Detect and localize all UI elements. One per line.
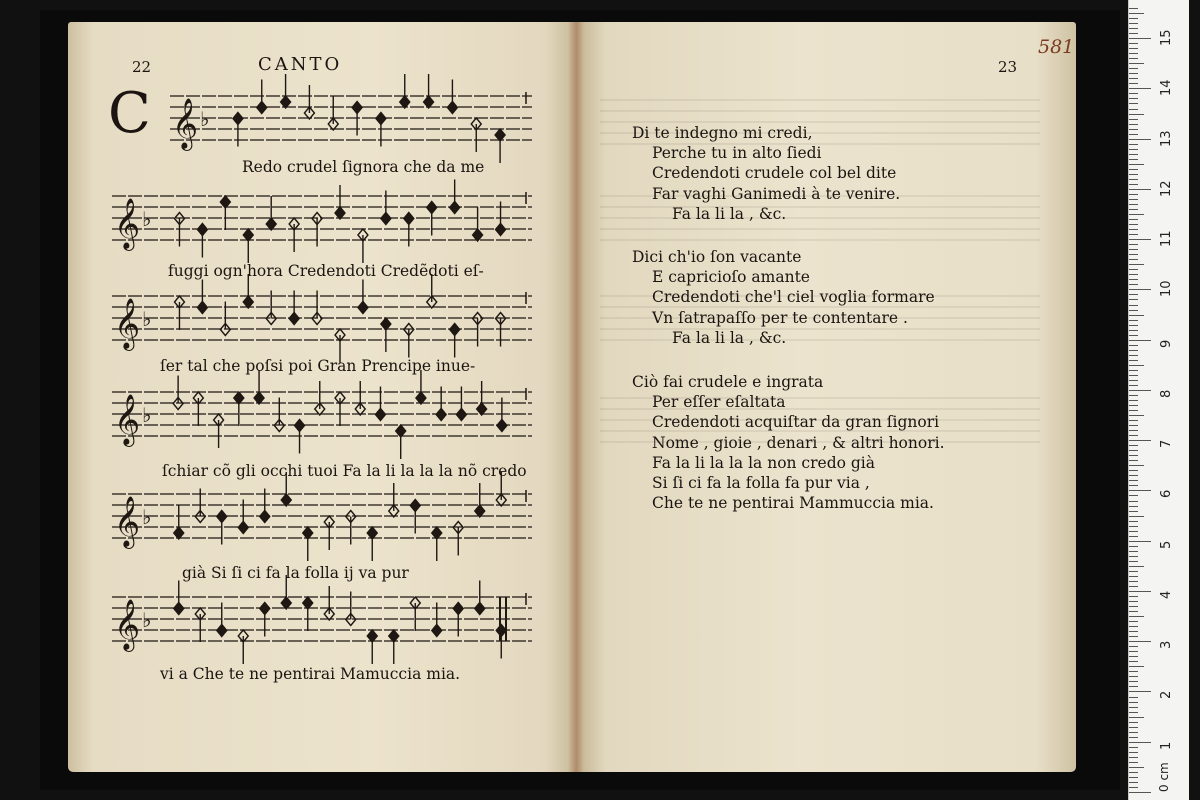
ruler-tick [1129, 340, 1151, 341]
ruler-tick [1129, 546, 1138, 547]
ruler-tick [1129, 410, 1138, 411]
ruler-tick [1129, 98, 1138, 99]
ruler-tick [1129, 224, 1138, 225]
ruler-tick [1129, 134, 1138, 135]
ruler-tick [1129, 204, 1138, 205]
ruler-tick [1129, 576, 1138, 577]
ruler-tick [1129, 365, 1144, 366]
verse-line: Nome , gioie , denari , & altri honori. [652, 433, 945, 452]
verse-line: Far vaghi Ganimedi à te venire. [652, 184, 901, 203]
verse-line: Che te ne pentirai Mammuccia mia. [652, 494, 934, 513]
ruler-tick [1129, 149, 1138, 150]
lyric-line-2: fuggi ogn'hora Credendoti Credẽdoti eſ- [168, 262, 484, 280]
ruler-tick [1129, 405, 1138, 406]
ruler-tick [1129, 686, 1138, 687]
ruler-tick [1129, 420, 1138, 421]
ruler-tick [1129, 164, 1144, 165]
manuscript-note: 581 [1038, 36, 1075, 58]
ruler-tick [1129, 541, 1151, 542]
treble-clef-icon: 𝄞 [114, 298, 141, 349]
verse-line: Si ſi ci fa la folla fa pur via , [652, 474, 870, 492]
lyric-line-6: vi a Che te ne pentirai Mamuccia mia. [160, 665, 461, 683]
verse-line: Dici ch'io ſon vacante [632, 248, 802, 266]
ruler-tick [1129, 124, 1138, 125]
ruler-tick [1129, 279, 1138, 280]
ruler-number: 2 [1159, 691, 1174, 700]
ruler-tick [1129, 616, 1144, 617]
decorative-initial: C [108, 81, 151, 146]
verse-line: Credendoti crudele col bel dite [652, 164, 897, 183]
ruler-tick [1129, 747, 1138, 748]
ruler-tick [1129, 355, 1138, 356]
verse-line: E capricioſo amante [652, 268, 810, 287]
ruler-tick [1129, 335, 1138, 336]
ruler-tick [1129, 561, 1138, 562]
ruler-tick [1129, 440, 1151, 441]
ruler-tick [1129, 641, 1151, 642]
ruler-tick [1129, 144, 1138, 145]
ruler-tick [1129, 792, 1151, 793]
ruler-tick [1129, 315, 1144, 316]
ruler-tick [1129, 244, 1138, 245]
ruler-tick [1129, 289, 1151, 290]
treble-clef-icon: 𝄞 [114, 496, 141, 547]
left-page-number: 22 [132, 58, 152, 76]
ruler-tick [1129, 325, 1138, 326]
ruler-tick [1129, 636, 1138, 637]
ruler-tick [1129, 154, 1138, 155]
ruler-tick [1129, 219, 1138, 220]
ruler-tick [1129, 651, 1138, 652]
ruler-tick [1129, 465, 1144, 466]
ruler-tick [1129, 385, 1138, 386]
ruler-number: 12 [1159, 180, 1174, 197]
verse-line: Perche tu in alto ſiedi [652, 144, 822, 163]
ruler-tick [1129, 661, 1138, 662]
ruler-tick [1129, 58, 1138, 59]
ruler-tick [1129, 415, 1144, 416]
ruler-tick [1129, 566, 1144, 567]
ruler-tick [1129, 506, 1138, 507]
left-page-heading: CANTO [258, 54, 343, 75]
ruler-tick [1129, 611, 1138, 612]
ruler-tick [1129, 189, 1151, 190]
ruler-tick [1129, 490, 1151, 491]
ruler-tick [1129, 732, 1138, 733]
ruler-tick [1129, 294, 1138, 295]
ruler-number: 5 [1159, 540, 1174, 549]
ruler-tick [1129, 83, 1138, 84]
ruler-tick [1129, 73, 1138, 74]
ruler-tick [1129, 33, 1138, 34]
ruler-tick [1129, 717, 1144, 718]
ruler-tick [1129, 777, 1138, 778]
ruler-tick [1129, 78, 1138, 79]
ruler-tick [1129, 596, 1138, 597]
verse-line: Credendoti acquiſtar da gran ſignori [652, 413, 940, 432]
ruler-tick [1129, 209, 1138, 210]
ruler-number: 10 [1159, 280, 1174, 298]
ruler-tick [1129, 88, 1151, 89]
lyric-line-4: ſchiar cõ gli occhi tuoi Fa la li la la la nõ credo [162, 462, 527, 480]
ruler-tick [1129, 370, 1138, 371]
ruler-tick [1129, 445, 1138, 446]
flat-sign-icon: ♭ [142, 505, 152, 529]
ruler-tick [1129, 455, 1138, 456]
ruler-number: 15 [1159, 29, 1174, 47]
ruler-tick [1129, 727, 1138, 728]
ruler-number: 9 [1159, 339, 1174, 348]
ruler-tick [1129, 450, 1138, 451]
ruler-tick [1129, 752, 1138, 753]
ruler-tick [1129, 310, 1138, 311]
ruler-tick [1129, 581, 1138, 582]
verse-line: Fa la li la la la non credo già [652, 453, 876, 472]
ruler-tick [1129, 264, 1144, 265]
treble-clef-icon: 𝄞 [172, 98, 199, 149]
ruler-tick [1129, 199, 1138, 200]
ruler-tick [1129, 43, 1138, 44]
verse-line: Ciò fai crudele e ingrata [632, 373, 824, 391]
ruler-tick [1129, 767, 1144, 768]
ruler-tick [1129, 646, 1138, 647]
ruler-tick [1129, 516, 1144, 517]
ruler-unit-label: 0 cm [1157, 762, 1171, 792]
ruler-tick [1129, 8, 1138, 9]
ruler-tick [1129, 526, 1138, 527]
ruler-tick [1129, 48, 1138, 49]
ruler-number: 14 [1159, 79, 1174, 97]
ruler-tick [1129, 284, 1138, 285]
ruler-tick [1129, 707, 1138, 708]
ruler-tick [1129, 772, 1138, 773]
lyric-line-3: ſer tal che poſsi poi Gran Prencipe inue- [160, 357, 476, 375]
ruler-tick [1129, 234, 1138, 235]
ruler-tick [1129, 591, 1151, 592]
ruler-tick [1129, 757, 1138, 758]
ruler-tick [1129, 551, 1138, 552]
ruler-tick [1129, 631, 1138, 632]
ruler-tick [1129, 531, 1138, 532]
ruler-tick [1129, 606, 1138, 607]
ruler-tick [1129, 782, 1138, 783]
flat-sign-icon: ♭ [142, 608, 152, 632]
ruler-tick [1129, 430, 1138, 431]
ruler-tick [1129, 63, 1144, 64]
ruler-tick [1129, 53, 1138, 54]
ruler-tick [1129, 571, 1138, 572]
ruler-tick [1129, 330, 1138, 331]
ruler-tick [1129, 671, 1138, 672]
flat-sign-icon: ♭ [142, 307, 152, 331]
ruler-tick [1129, 480, 1138, 481]
ruler-number: 6 [1159, 490, 1174, 499]
ruler-tick [1129, 586, 1138, 587]
ruler-tick [1129, 501, 1138, 502]
verse-line: Di te indegno mi credi, [632, 124, 813, 142]
ruler-tick [1129, 214, 1144, 215]
ruler-tick [1129, 68, 1138, 69]
ruler-tick [1129, 511, 1138, 512]
ruler-number: 4 [1159, 590, 1174, 599]
treble-clef-icon: 𝄞 [114, 394, 141, 445]
ruler-tick [1129, 460, 1138, 461]
ruler-tick [1129, 380, 1138, 381]
ruler-tick [1129, 103, 1138, 104]
ruler-tick [1129, 536, 1138, 537]
treble-clef-icon: 𝄞 [114, 599, 141, 650]
ruler-tick [1129, 485, 1138, 486]
ruler-tick [1129, 114, 1144, 115]
ruler-tick [1129, 666, 1144, 667]
ruler-tick [1129, 697, 1138, 698]
ruler-tick [1129, 139, 1151, 140]
ruler-tick [1129, 435, 1138, 436]
ruler-tick [1129, 159, 1138, 160]
treble-clef-icon: 𝄞 [114, 198, 141, 249]
ruler-tick [1129, 109, 1138, 110]
ruler-tick [1129, 23, 1138, 24]
ruler-tick [1129, 13, 1144, 14]
ruler-tick [1129, 350, 1138, 351]
ruler-tick [1129, 229, 1138, 230]
ruler-tick [1129, 184, 1138, 185]
ruler-tick [1129, 18, 1138, 19]
ruler-tick [1129, 375, 1138, 376]
ruler-tick [1129, 737, 1138, 738]
flat-sign-icon: ♭ [200, 107, 210, 131]
verse-line: Per eſſer eſaltata [652, 393, 786, 412]
ruler-tick [1129, 129, 1138, 130]
ruler-tick [1129, 174, 1138, 175]
verse-line: Vn ſatrapaſſo per te contentare . [652, 308, 908, 327]
ruler-tick [1129, 425, 1138, 426]
ruler-tick [1129, 254, 1138, 255]
ruler-tick [1129, 390, 1151, 391]
ruler-tick [1129, 712, 1138, 713]
ruler-tick [1129, 676, 1138, 677]
ruler-number: 13 [1159, 130, 1174, 147]
ruler-tick [1129, 320, 1138, 321]
ruler-tick [1129, 179, 1138, 180]
ruler-tick [1129, 28, 1138, 29]
ruler-tick [1129, 742, 1151, 743]
ruler-tick [1129, 395, 1138, 396]
ruler-number: 1 [1159, 741, 1174, 750]
ruler-tick [1129, 722, 1138, 723]
ruler-tick [1129, 691, 1151, 692]
right-page-number: 23 [998, 58, 1018, 76]
ruler-tick [1129, 656, 1138, 657]
ruler-tick [1129, 93, 1138, 94]
ruler-tick [1129, 400, 1138, 401]
ruler-tick [1129, 556, 1138, 557]
verse-line: Fa la li la , &c. [672, 328, 787, 347]
flat-sign-icon: ♭ [142, 207, 152, 231]
ruler-tick [1129, 274, 1138, 275]
ruler-number: 11 [1159, 230, 1174, 248]
ruler-tick [1129, 521, 1138, 522]
ruler-tick [1129, 194, 1138, 195]
ruler-tick [1129, 702, 1138, 703]
ruler-tick [1129, 299, 1138, 300]
ruler-tick [1129, 259, 1138, 260]
ruler-tick [1129, 345, 1138, 346]
ruler-tick [1129, 470, 1138, 471]
flat-sign-icon: ♭ [142, 403, 152, 427]
ruler-tick [1129, 360, 1138, 361]
ruler-number: 8 [1159, 389, 1174, 398]
ruler-tick [1129, 305, 1138, 306]
ruler-tick [1129, 601, 1138, 602]
ruler-tick [1129, 38, 1151, 39]
ruler-tick [1129, 681, 1138, 682]
ruler-tick [1129, 239, 1151, 240]
verse-line: Credendoti che'l ciel voglia formare [652, 288, 935, 307]
ruler-tick [1129, 269, 1138, 270]
ruler-number: 7 [1159, 439, 1174, 449]
ruler-tick [1129, 495, 1138, 496]
lyric-line-5: già Si ſi ci fa la folla ij va pur [182, 564, 409, 582]
ruler-tick [1129, 475, 1138, 476]
ruler-tick [1129, 249, 1138, 250]
ruler-tick [1129, 169, 1138, 170]
measurement-ruler [1128, 0, 1189, 800]
ruler-tick [1129, 626, 1138, 627]
verse-line: Fa la li la , &c. [672, 204, 787, 223]
lyric-line-1: Redo crudel ſignora che da me [242, 158, 485, 176]
ruler-tick [1129, 787, 1138, 788]
ruler-tick [1129, 119, 1138, 120]
ruler-number: 3 [1159, 640, 1174, 650]
ruler-tick [1129, 621, 1138, 622]
ruler-tick [1129, 762, 1138, 763]
